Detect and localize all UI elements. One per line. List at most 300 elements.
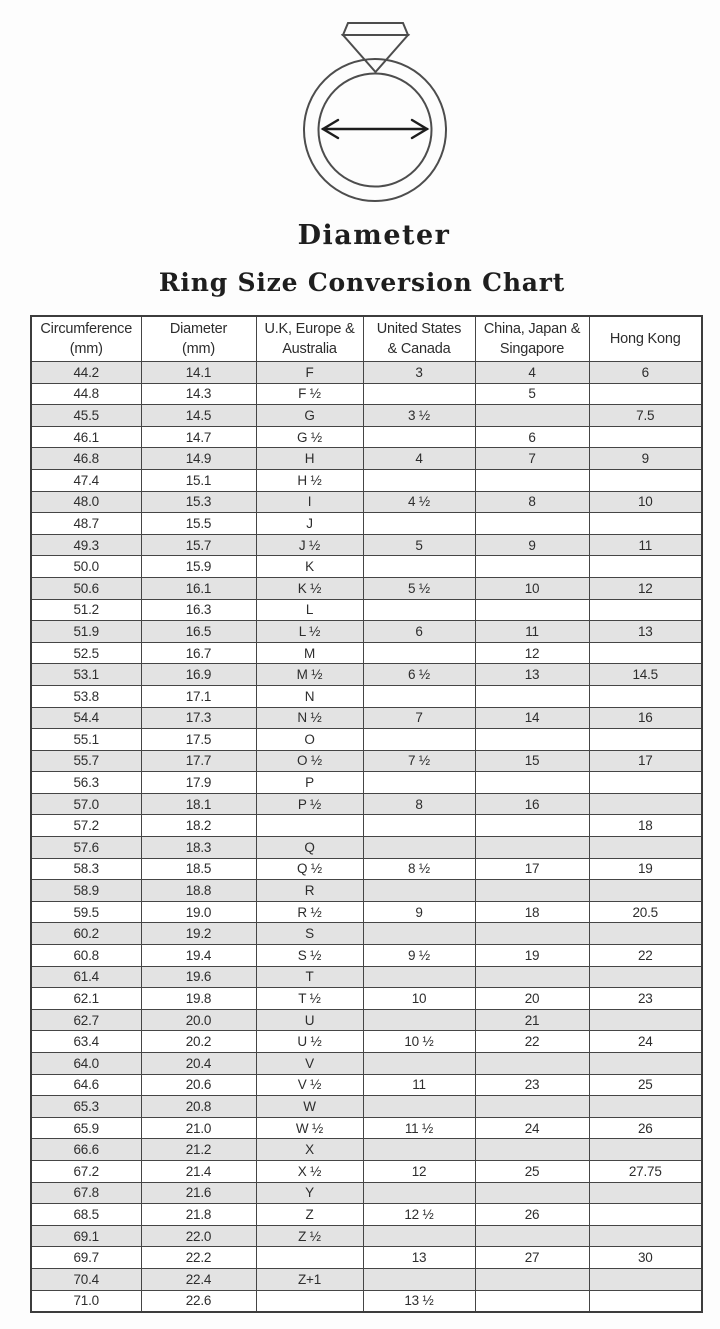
cell-uk-europe-australia: F [256,362,363,384]
column-header-label: United States [376,321,462,337]
cell-circumference-mm: 69.7 [31,1247,141,1269]
cell-circumference-mm: 51.2 [31,599,141,621]
cell-diameter-mm: 18.5 [141,858,256,880]
table-row [31,642,702,664]
cell-china-japan-singapore [475,1182,589,1204]
cell-china-japan-singapore: 13 [475,664,589,686]
column-header-label: Australia [282,341,337,357]
table-row [31,1160,702,1182]
cell-hong-kong [589,772,702,794]
cell-hong-kong [589,880,702,902]
cell-us-canada [363,599,475,621]
cell-uk-europe-australia: Q ½ [256,858,363,880]
cell-us-canada: 9 [363,901,475,923]
cell-uk-europe-australia: Z+1 [256,1268,363,1290]
table-row [31,858,702,880]
cell-hong-kong [589,426,702,448]
column-header-label: China, Japan & [483,321,581,337]
cell-circumference-mm: 52.5 [31,642,141,664]
cell-uk-europe-australia: M ½ [256,664,363,686]
cell-diameter-mm: 20.4 [141,1053,256,1075]
cell-circumference-mm: 51.9 [31,621,141,643]
table-row [31,1247,702,1269]
cell-us-canada [363,1268,475,1290]
cell-china-japan-singapore: 9 [475,534,589,556]
cell-hong-kong [589,923,702,945]
cell-china-japan-singapore: 23 [475,1074,589,1096]
cell-hong-kong [589,383,702,405]
cell-us-canada: 7 ½ [363,750,475,772]
cell-china-japan-singapore: 5 [475,383,589,405]
cell-uk-europe-australia: Z [256,1204,363,1226]
table-row [31,772,702,794]
cell-china-japan-singapore [475,966,589,988]
cell-us-canada: 13 ½ [363,1290,475,1312]
cell-us-canada: 3 [363,362,475,384]
cell-china-japan-singapore: 16 [475,793,589,815]
cell-hong-kong [589,793,702,815]
cell-circumference-mm: 57.0 [31,793,141,815]
diamond-pavilion [343,35,408,72]
cell-us-canada [363,1139,475,1161]
table-row [31,1182,702,1204]
cell-china-japan-singapore: 25 [475,1160,589,1182]
cell-uk-europe-australia: R [256,880,363,902]
cell-china-japan-singapore [475,1290,589,1312]
cell-diameter-mm: 22.0 [141,1225,256,1247]
cell-circumference-mm: 71.0 [31,1290,141,1312]
cell-uk-europe-australia: K [256,556,363,578]
cell-hong-kong: 25 [589,1074,702,1096]
cell-us-canada [363,966,475,988]
table-row [31,1053,702,1075]
cell-china-japan-singapore [475,729,589,751]
cell-circumference-mm: 62.1 [31,988,141,1010]
table-row [31,1225,702,1247]
cell-us-canada: 6 [363,621,475,643]
cell-circumference-mm: 67.8 [31,1182,141,1204]
cell-circumference-mm: 49.3 [31,534,141,556]
cell-circumference-mm: 62.7 [31,1009,141,1031]
cell-circumference-mm: 55.1 [31,729,141,751]
cell-china-japan-singapore [475,815,589,837]
cell-hong-kong: 16 [589,707,702,729]
cell-us-canada [363,469,475,491]
cell-china-japan-singapore [475,1096,589,1118]
cell-hong-kong [589,837,702,859]
cell-circumference-mm: 64.0 [31,1053,141,1075]
cell-uk-europe-australia: P [256,772,363,794]
cell-china-japan-singapore: 21 [475,1009,589,1031]
cell-diameter-mm: 16.3 [141,599,256,621]
cell-circumference-mm: 44.8 [31,383,141,405]
cell-china-japan-singapore: 26 [475,1204,589,1226]
cell-china-japan-singapore [475,556,589,578]
table-row [31,1268,702,1290]
table-row [31,534,702,556]
cell-hong-kong [589,1204,702,1226]
cell-uk-europe-australia: Z ½ [256,1225,363,1247]
column-header-label: U.K, Europe & [264,321,355,337]
cell-hong-kong: 23 [589,988,702,1010]
cell-china-japan-singapore: 22 [475,1031,589,1053]
cell-circumference-mm: 68.5 [31,1204,141,1226]
cell-hong-kong: 9 [589,448,702,470]
cell-us-canada: 13 [363,1247,475,1269]
cell-uk-europe-australia: L [256,599,363,621]
cell-diameter-mm: 21.0 [141,1117,256,1139]
table-row [31,1096,702,1118]
cell-us-canada [363,1053,475,1075]
table-row [31,750,702,772]
cell-circumference-mm: 48.0 [31,491,141,513]
cell-hong-kong: 19 [589,858,702,880]
cell-china-japan-singapore [475,469,589,491]
column-header-label: (mm) [69,341,103,357]
cell-uk-europe-australia: S [256,923,363,945]
cell-us-canada: 9 ½ [363,945,475,967]
cell-circumference-mm: 50.6 [31,577,141,599]
cell-us-canada: 11 ½ [363,1117,475,1139]
cell-uk-europe-australia [256,815,363,837]
table-row [31,901,702,923]
cell-hong-kong [589,513,702,535]
cell-uk-europe-australia: F ½ [256,383,363,405]
cell-diameter-mm: 17.5 [141,729,256,751]
cell-circumference-mm: 53.1 [31,664,141,686]
cell-china-japan-singapore [475,685,589,707]
table-row [31,491,702,513]
cell-uk-europe-australia: V [256,1053,363,1075]
cell-us-canada [363,1009,475,1031]
table-row [31,707,702,729]
cell-hong-kong: 6 [589,362,702,384]
cell-china-japan-singapore: 15 [475,750,589,772]
cell-china-japan-singapore [475,1139,589,1161]
cell-circumference-mm: 58.3 [31,858,141,880]
cell-diameter-mm: 18.1 [141,793,256,815]
cell-diameter-mm: 18.8 [141,880,256,902]
cell-hong-kong: 27.75 [589,1160,702,1182]
table-row [31,426,702,448]
cell-circumference-mm: 65.9 [31,1117,141,1139]
cell-hong-kong: 11 [589,534,702,556]
column-header-circumference-mm [31,316,141,362]
cell-hong-kong: 22 [589,945,702,967]
cell-circumference-mm: 55.7 [31,750,141,772]
cell-circumference-mm: 70.4 [31,1268,141,1290]
cell-circumference-mm: 46.1 [31,426,141,448]
cell-us-canada [363,837,475,859]
cell-china-japan-singapore: 19 [475,945,589,967]
cell-us-canada: 12 [363,1160,475,1182]
cell-us-canada [363,923,475,945]
cell-uk-europe-australia: H ½ [256,469,363,491]
table-row [31,577,702,599]
cell-china-japan-singapore: 20 [475,988,589,1010]
diameter-caption: Diameter [297,220,451,251]
cell-hong-kong [589,556,702,578]
cell-hong-kong [589,1290,702,1312]
cell-uk-europe-australia [256,1290,363,1312]
column-header-label: Hong Kong [609,331,681,347]
cell-china-japan-singapore [475,880,589,902]
cell-china-japan-singapore [475,405,589,427]
cell-china-japan-singapore: 27 [475,1247,589,1269]
cell-uk-europe-australia: U ½ [256,1031,363,1053]
cell-china-japan-singapore [475,1053,589,1075]
cell-us-canada: 10 ½ [363,1031,475,1053]
column-header-china-japan-singapore [475,316,589,362]
table-row [31,383,702,405]
column-header-hong-kong [589,316,702,362]
cell-diameter-mm: 19.0 [141,901,256,923]
cell-diameter-mm: 19.8 [141,988,256,1010]
cell-uk-europe-australia: K ½ [256,577,363,599]
cell-hong-kong [589,1009,702,1031]
cell-hong-kong: 30 [589,1247,702,1269]
cell-china-japan-singapore: 24 [475,1117,589,1139]
cell-china-japan-singapore [475,1225,589,1247]
cell-diameter-mm: 20.0 [141,1009,256,1031]
cell-china-japan-singapore [475,772,589,794]
table-row [31,513,702,535]
cell-diameter-mm: 21.6 [141,1182,256,1204]
table-row [31,945,702,967]
cell-circumference-mm: 59.5 [31,901,141,923]
cell-uk-europe-australia: G ½ [256,426,363,448]
cell-diameter-mm: 17.7 [141,750,256,772]
cell-circumference-mm: 47.4 [31,469,141,491]
cell-diameter-mm: 16.5 [141,621,256,643]
cell-diameter-mm: 20.2 [141,1031,256,1053]
cell-circumference-mm: 69.1 [31,1225,141,1247]
cell-us-canada: 11 [363,1074,475,1096]
cell-china-japan-singapore: 8 [475,491,589,513]
cell-diameter-mm: 16.7 [141,642,256,664]
cell-circumference-mm: 60.2 [31,923,141,945]
cell-china-japan-singapore [475,1268,589,1290]
cell-diameter-mm: 22.6 [141,1290,256,1312]
cell-uk-europe-australia: H [256,448,363,470]
cell-china-japan-singapore: 14 [475,707,589,729]
cell-circumference-mm: 65.3 [31,1096,141,1118]
cell-diameter-mm: 21.4 [141,1160,256,1182]
cell-diameter-mm: 18.3 [141,837,256,859]
cell-us-canada: 4 [363,448,475,470]
cell-us-canada: 12 ½ [363,1204,475,1226]
cell-us-canada: 8 ½ [363,858,475,880]
diameter-arrow-icon [323,120,427,138]
table-row [31,1009,702,1031]
column-header-label: (mm) [181,341,215,357]
cell-circumference-mm: 67.2 [31,1160,141,1182]
table-row [31,621,702,643]
cell-uk-europe-australia: T [256,966,363,988]
cell-china-japan-singapore: 11 [475,621,589,643]
cell-hong-kong [589,1268,702,1290]
cell-us-canada: 3 ½ [363,405,475,427]
cell-circumference-mm: 63.4 [31,1031,141,1053]
cell-diameter-mm: 20.6 [141,1074,256,1096]
cell-diameter-mm: 20.8 [141,1096,256,1118]
table-row [31,1139,702,1161]
cell-circumference-mm: 60.8 [31,945,141,967]
table-row [31,1290,702,1312]
cell-diameter-mm: 17.9 [141,772,256,794]
column-header-label: Circumference [40,321,133,337]
cell-circumference-mm: 50.0 [31,556,141,578]
table-row [31,793,702,815]
cell-diameter-mm: 15.5 [141,513,256,535]
table-row [31,469,702,491]
column-header-label: Singapore [499,341,565,357]
cell-hong-kong [589,642,702,664]
cell-uk-europe-australia: G [256,405,363,427]
cell-diameter-mm: 15.9 [141,556,256,578]
table-row [31,966,702,988]
cell-hong-kong [589,685,702,707]
cell-us-canada [363,880,475,902]
cell-uk-europe-australia: X ½ [256,1160,363,1182]
cell-china-japan-singapore: 7 [475,448,589,470]
cell-hong-kong [589,1139,702,1161]
cell-china-japan-singapore: 4 [475,362,589,384]
cell-uk-europe-australia: N ½ [256,707,363,729]
column-header-label: & Canada [387,341,451,357]
cell-circumference-mm: 61.4 [31,966,141,988]
cell-hong-kong [589,1182,702,1204]
cell-china-japan-singapore: 6 [475,426,589,448]
cell-circumference-mm: 44.2 [31,362,141,384]
cell-diameter-mm: 21.8 [141,1204,256,1226]
cell-diameter-mm: 16.9 [141,664,256,686]
cell-us-canada [363,556,475,578]
cell-uk-europe-australia: J ½ [256,534,363,556]
cell-circumference-mm: 57.6 [31,837,141,859]
cell-uk-europe-australia: I [256,491,363,513]
cell-diameter-mm: 15.3 [141,491,256,513]
cell-uk-europe-australia: P ½ [256,793,363,815]
cell-china-japan-singapore [475,513,589,535]
table-row [31,1117,702,1139]
cell-china-japan-singapore: 17 [475,858,589,880]
cell-us-canada [363,513,475,535]
cell-uk-europe-australia: W ½ [256,1117,363,1139]
cell-hong-kong: 10 [589,491,702,513]
table-row [31,405,702,427]
cell-hong-kong [589,966,702,988]
table-row [31,1031,702,1053]
cell-diameter-mm: 19.6 [141,966,256,988]
cell-hong-kong [589,1053,702,1075]
cell-diameter-mm: 22.4 [141,1268,256,1290]
table-row [31,1074,702,1096]
cell-us-canada [363,426,475,448]
cell-us-canada: 5 [363,534,475,556]
cell-uk-europe-australia: R ½ [256,901,363,923]
cell-china-japan-singapore [475,599,589,621]
cell-uk-europe-australia: U [256,1009,363,1031]
cell-uk-europe-australia: Q [256,837,363,859]
cell-circumference-mm: 66.6 [31,1139,141,1161]
cell-hong-kong: 20.5 [589,901,702,923]
cell-circumference-mm: 56.3 [31,772,141,794]
table-row [31,988,702,1010]
cell-uk-europe-australia: M [256,642,363,664]
table-header-row [31,316,702,362]
cell-diameter-mm: 19.4 [141,945,256,967]
cell-china-japan-singapore [475,923,589,945]
cell-diameter-mm: 21.2 [141,1139,256,1161]
diamond-icon [343,23,408,35]
cell-hong-kong [589,1096,702,1118]
table-row [31,923,702,945]
cell-circumference-mm: 46.8 [31,448,141,470]
cell-us-canada [363,729,475,751]
cell-hong-kong: 12 [589,577,702,599]
cell-hong-kong: 17 [589,750,702,772]
cell-circumference-mm: 64.6 [31,1074,141,1096]
cell-diameter-mm: 15.1 [141,469,256,491]
cell-us-canada: 7 [363,707,475,729]
cell-uk-europe-australia: J [256,513,363,535]
table-row [31,362,702,384]
cell-hong-kong [589,599,702,621]
table-row [31,1204,702,1226]
cell-china-japan-singapore: 18 [475,901,589,923]
cell-us-canada [363,685,475,707]
page-title: Ring Size Conversion Chart [158,268,566,297]
cell-us-canada: 6 ½ [363,664,475,686]
cell-uk-europe-australia: S ½ [256,945,363,967]
cell-china-japan-singapore: 10 [475,577,589,599]
cell-diameter-mm: 14.7 [141,426,256,448]
cell-us-canada [363,815,475,837]
cell-uk-europe-australia: Y [256,1182,363,1204]
cell-circumference-mm: 54.4 [31,707,141,729]
column-header-label: Diameter [169,321,228,337]
cell-circumference-mm: 53.8 [31,685,141,707]
cell-us-canada [363,383,475,405]
cell-us-canada [363,1225,475,1247]
cell-circumference-mm: 48.7 [31,513,141,535]
cell-uk-europe-australia: V ½ [256,1074,363,1096]
cell-us-canada: 10 [363,988,475,1010]
cell-us-canada [363,772,475,794]
cell-hong-kong: 26 [589,1117,702,1139]
table-row [31,556,702,578]
cell-uk-europe-australia [256,1247,363,1269]
cell-diameter-mm: 14.1 [141,362,256,384]
cell-us-canada: 4 ½ [363,491,475,513]
cell-hong-kong: 13 [589,621,702,643]
table-row [31,837,702,859]
cell-uk-europe-australia: O [256,729,363,751]
cell-diameter-mm: 16.1 [141,577,256,599]
cell-diameter-mm: 17.3 [141,707,256,729]
cell-uk-europe-australia: W [256,1096,363,1118]
cell-hong-kong: 7.5 [589,405,702,427]
cell-uk-europe-australia: O ½ [256,750,363,772]
cell-hong-kong [589,1225,702,1247]
cell-uk-europe-australia: X [256,1139,363,1161]
cell-diameter-mm: 14.9 [141,448,256,470]
cell-hong-kong [589,729,702,751]
cell-uk-europe-australia: N [256,685,363,707]
table-row [31,448,702,470]
cell-diameter-mm: 18.2 [141,815,256,837]
